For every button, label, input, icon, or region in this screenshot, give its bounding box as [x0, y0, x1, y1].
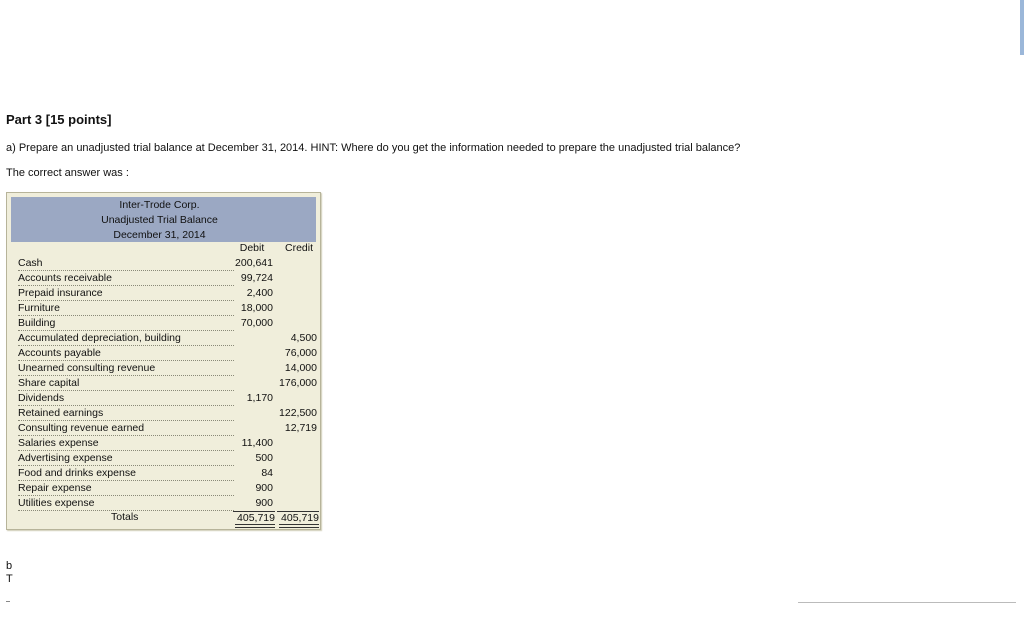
table-row	[7, 301, 322, 316]
account-name: Furniture	[18, 302, 61, 314]
statement-date: December 31, 2014	[113, 229, 206, 241]
table-row	[7, 481, 322, 496]
trial-balance-panel	[6, 192, 321, 530]
account-name: Accounts payable	[18, 347, 101, 359]
debit-amount: 70,000	[240, 317, 273, 329]
table-row	[7, 361, 322, 376]
table-row	[7, 286, 322, 301]
account-name: Dividends	[18, 392, 65, 404]
debit-amount: 84	[261, 467, 273, 479]
trial-balance-header	[11, 197, 316, 242]
table-row	[7, 466, 322, 481]
debit-amount: 11,400	[241, 437, 273, 449]
cut-off-divider	[6, 601, 10, 602]
credit-amount: 14,000	[284, 362, 317, 374]
account-name: Accounts receivable	[18, 272, 112, 284]
debit-amount: 200,641	[235, 257, 273, 269]
table-row	[7, 316, 322, 331]
table-row	[7, 256, 322, 271]
debit-amount: 1,170	[246, 392, 273, 404]
debit-double-underline	[235, 524, 275, 528]
table-row	[7, 436, 322, 451]
question-text: a) Prepare an unadjusted trial balance at December 31, 2014. HINT: Where do you get the information needed to prepare the unadjusted trial balance?	[6, 142, 741, 154]
answer-intro: The correct answer was :	[6, 167, 129, 179]
credit-column-header: Credit	[284, 242, 313, 254]
table-row	[7, 346, 322, 361]
account-name: Prepaid insurance	[18, 287, 103, 299]
credit-amount: 76,000	[284, 347, 317, 359]
account-name: Advertising expense	[18, 452, 113, 464]
debit-amount: 99,724	[240, 272, 273, 284]
account-name: Consulting revenue earned	[18, 422, 145, 434]
part-heading: Part 3 [15 points]	[6, 112, 112, 127]
account-name: Repair expense	[18, 482, 92, 494]
debit-amount: 500	[255, 452, 273, 464]
credit-amount: 176,000	[279, 377, 317, 389]
account-name: Accumulated depreciation, building	[18, 332, 181, 344]
debit-amount: 18,000	[240, 302, 273, 314]
account-name: Retained earnings	[18, 407, 104, 419]
total-debit: 405,719	[233, 511, 275, 524]
credit-double-underline	[279, 524, 319, 528]
horizontal-divider	[798, 602, 1016, 603]
account-name: Salaries expense	[18, 437, 99, 449]
credit-amount: 12,719	[284, 422, 317, 434]
account-name: Unearned consulting revenue	[18, 362, 156, 374]
credit-amount: 122,500	[279, 407, 317, 419]
table-row	[7, 496, 322, 511]
table-row	[7, 406, 322, 421]
table-row	[7, 271, 322, 286]
cut-off-text-fragment: T	[6, 573, 13, 585]
company-name: Inter-Trode Corp.	[119, 199, 200, 211]
scrollbar-thumb[interactable]	[1020, 0, 1024, 55]
cut-off-text-fragment: b	[6, 560, 13, 572]
debit-amount: 900	[255, 482, 273, 494]
account-name: Share capital	[18, 377, 80, 389]
debit-amount: 900	[255, 497, 273, 509]
account-name: Utilities expense	[18, 497, 95, 509]
totals-label: Totals	[111, 511, 139, 523]
table-row	[7, 451, 322, 466]
account-name: Cash	[18, 257, 43, 269]
table-row	[7, 391, 322, 406]
table-row	[7, 376, 322, 391]
debit-column-header: Debit	[239, 242, 265, 254]
credit-amount: 4,500	[290, 332, 317, 344]
statement-title: Unadjusted Trial Balance	[101, 214, 218, 226]
total-credit: 405,719	[277, 511, 319, 524]
table-row	[7, 421, 322, 436]
table-row	[7, 331, 322, 346]
account-name: Food and drinks expense	[18, 467, 136, 479]
debit-amount: 2,400	[246, 287, 273, 299]
account-name: Building	[18, 317, 56, 329]
